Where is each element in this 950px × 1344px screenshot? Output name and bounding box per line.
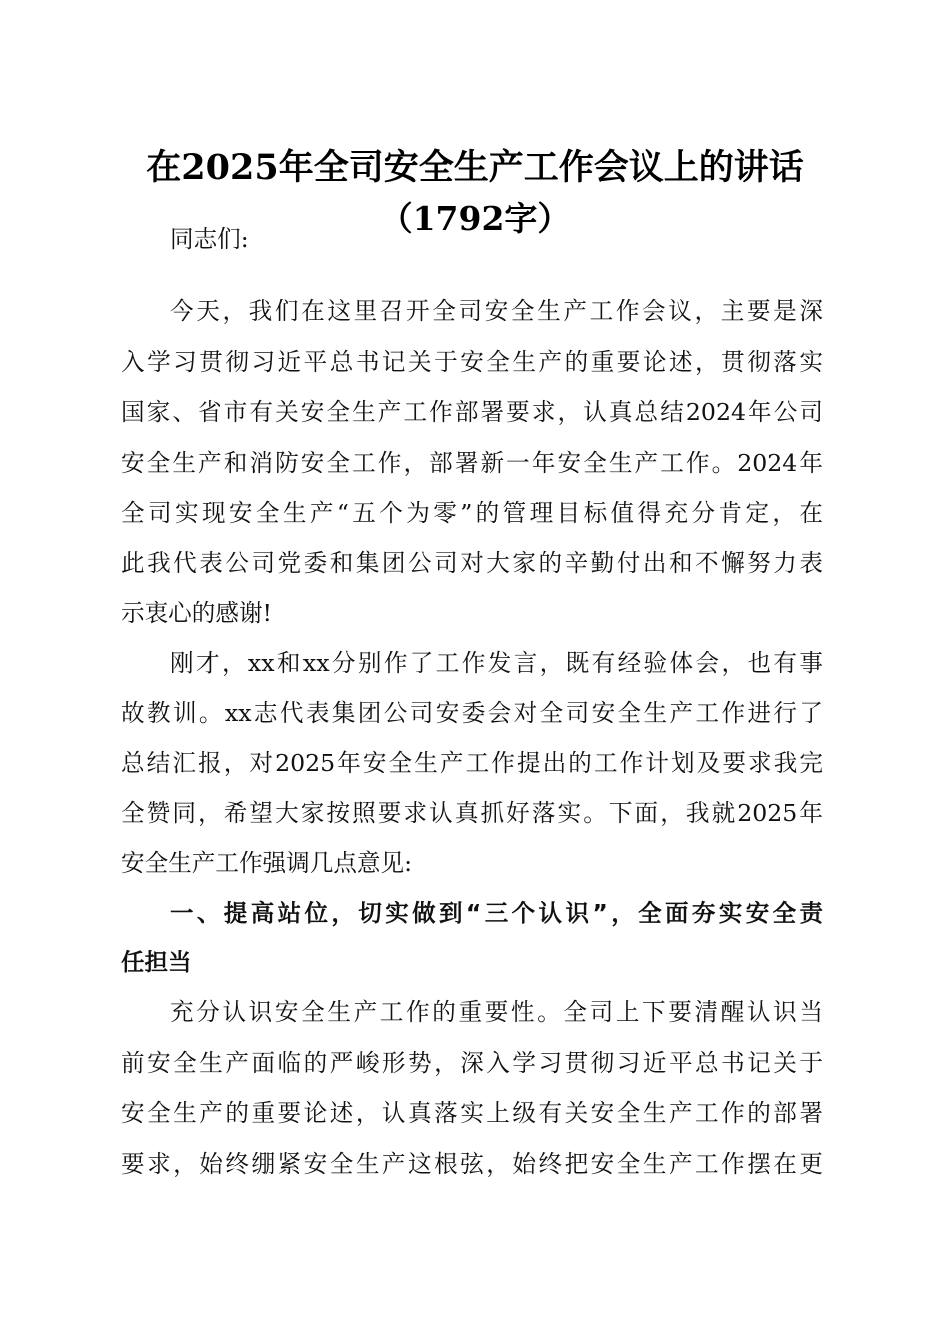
paragraph-1-line-5: 全司实现安全生产“五个为零”的管理目标值得充分肯定，在 — [121, 499, 823, 527]
document-title: 在2025年全司安全生产工作会议上的讲话 — [146, 147, 804, 188]
salutation: 同志们: — [170, 225, 249, 253]
paragraph-2-line-2: 故教训。xx志代表集团公司安委会对全司安全生产工作进行了 — [121, 699, 823, 727]
paragraph-1-line-6: 此我代表公司党委和集团公司对大家的辛勤付出和不懈努力表 — [121, 549, 823, 577]
section-heading-1-line-1: 一、提高站位，切实做到“三个认识”，全面夯实安全责 — [170, 899, 823, 927]
paragraph-1-line-4: 安全生产和消防安全工作，部署新一年安全生产工作。2024年 — [121, 449, 823, 477]
paragraph-1-line-1: 今天，我们在这里召开全司安全生产工作会议，主要是深 — [170, 297, 823, 325]
paragraph-1-line-7: 示衷心的感谢! — [121, 599, 273, 627]
paragraph-3-line-4: 要求，始终绷紧安全生产这根弦，始终把安全生产工作摆在更 — [121, 1150, 823, 1178]
paragraph-2-line-3: 总结汇报，对2025年安全生产工作提出的工作计划及要求我完 — [121, 749, 823, 777]
paragraph-2-line-5: 安全生产工作强调几点意见: — [121, 849, 413, 877]
document-subtitle-word-count: （1792字） — [379, 199, 571, 238]
paragraph-2-line-4: 全赞同，希望大家按照要求认真抓好落实。下面，我就2025年 — [121, 799, 823, 827]
paragraph-3-line-3: 安全生产的重要论述，认真落实上级有关安全生产工作的部署 — [121, 1099, 823, 1127]
paragraph-3-line-1: 充分认识安全生产工作的重要性。全司上下要清醒认识当 — [170, 998, 823, 1026]
paragraph-1-line-2: 入学习贯彻习近平总书记关于安全生产的重要论述，贯彻落实 — [121, 348, 823, 376]
paragraph-2-line-1: 刚才，xx和xx分别作了工作发言，既有经验体会，也有事 — [170, 649, 823, 677]
section-heading-1-line-2: 任担当 — [121, 948, 192, 976]
paragraph-3-line-2: 前安全生产面临的严峻形势，深入学习贯彻习近平总书记关于 — [121, 1049, 823, 1077]
paragraph-1-line-3: 国家、省市有关安全生产工作部署要求，认真总结2024年公司 — [121, 398, 823, 426]
